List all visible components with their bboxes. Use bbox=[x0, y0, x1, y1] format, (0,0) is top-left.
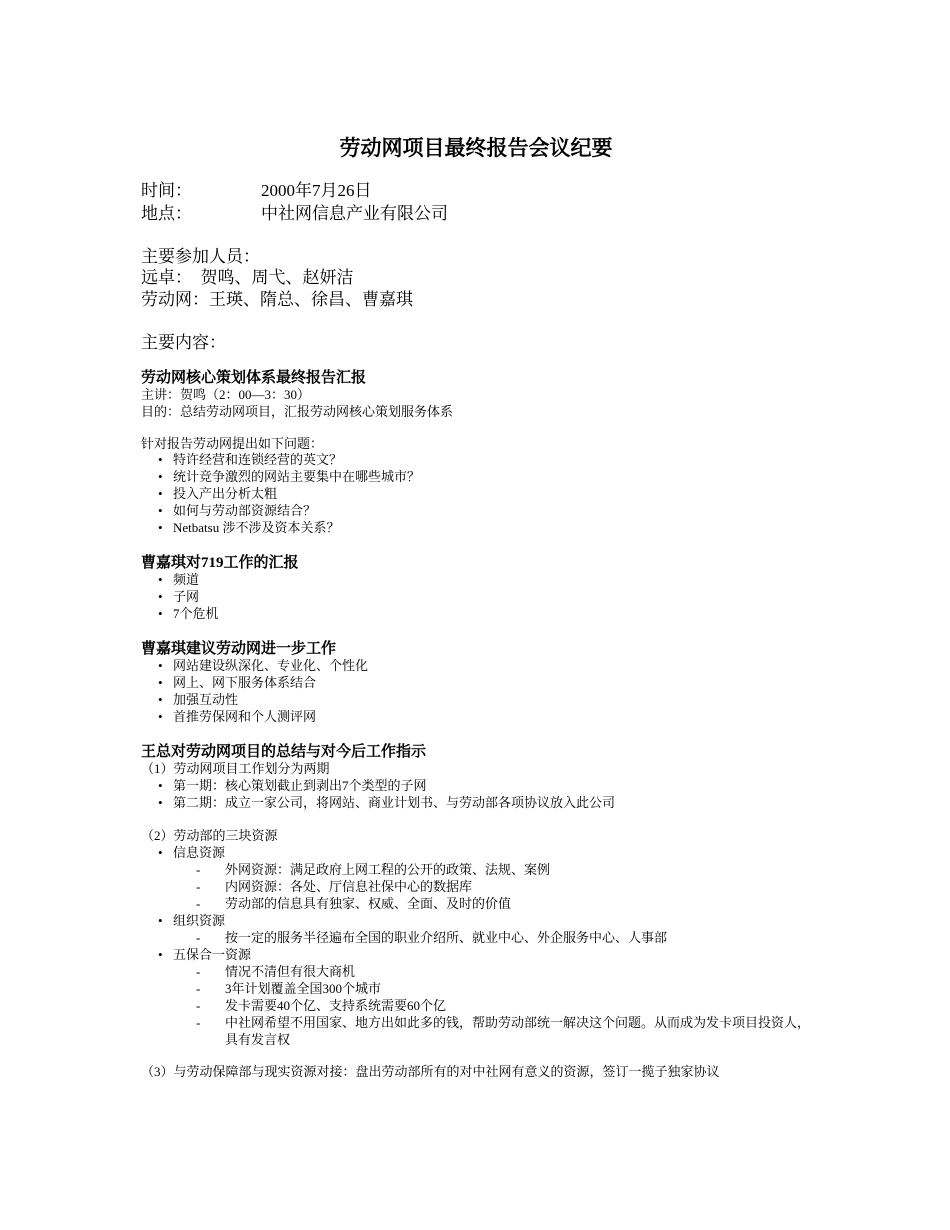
section1-title: 劳动网核心策划体系最终报告汇报 bbox=[141, 370, 367, 386]
place-label: 地点： bbox=[141, 204, 192, 223]
section1-purpose: 目的：总结劳动网项目，汇报劳动网核心策划服务体系 bbox=[141, 404, 454, 419]
list-item: - 按一定的服务半径遍布全国的职业介绍所、就业中心、外企服务中心、人事部 bbox=[196, 930, 668, 945]
list-item: • 五保合一资源 bbox=[158, 947, 252, 962]
list-item: • 子网 bbox=[158, 589, 200, 604]
meta-place bbox=[141, 203, 448, 225]
time-label: 时间： bbox=[141, 181, 192, 200]
section1-speaker: 主讲：贺鸣（2：00—3：30） bbox=[141, 387, 311, 402]
meta-time bbox=[141, 180, 372, 202]
list-item: • Netbatsu 涉不涉及资本关系？ bbox=[158, 520, 340, 535]
list-item: • 网上、网下服务体系结合 bbox=[158, 675, 317, 690]
resource-info-subs bbox=[141, 861, 831, 912]
time-value: 2000年7月26日 bbox=[261, 181, 372, 200]
section2-title: 曹嘉琪对719工作的汇报 bbox=[141, 555, 299, 571]
resource-wubao-subs bbox=[141, 963, 831, 1048]
page-title: 劳动网项目最终报告会议纪要 bbox=[339, 136, 613, 160]
list-item: • 网站建设纵深化、专业化、个性化 bbox=[158, 658, 369, 673]
place-value: 中社网信息产业有限公司 bbox=[261, 204, 448, 223]
list-item: • 首推劳保网和个人测评网 bbox=[158, 709, 317, 724]
list-item: • 投入产出分析太粗 bbox=[158, 486, 278, 501]
attendees-yuanzhuo-names: 贺鸣、周弋、赵妍洁 bbox=[200, 268, 354, 287]
section4-p1-items bbox=[141, 777, 615, 811]
list-item: • 特许经营和连锁经营的英文？ bbox=[158, 452, 343, 467]
list-item: • 第二期：成立一家公司，将网站、商业计划书、与劳动部各项协议放入此公司 bbox=[158, 795, 616, 810]
list-item: - 中社网希望不用国家、地方出如此多的钱，帮助劳动部统一解决这个问题。从而成为发卡项目投资人，具有发言权 bbox=[196, 1015, 811, 1047]
section3-title: 曹嘉琪建议劳动网进一步工作 bbox=[141, 641, 337, 657]
list-item: • 组织资源 bbox=[158, 913, 226, 928]
content-heading: 主要内容： bbox=[141, 333, 226, 352]
list-item: • 第一期：核心策划截止到剥出7个类型的子网 bbox=[158, 778, 427, 793]
attendees-laodongwang: 劳动网：王瑛、隋总、徐昌、曹嘉琪 bbox=[141, 290, 413, 309]
resource-org bbox=[141, 912, 831, 929]
list-item: - 外网资源：满足政府上网工程的公开的政策、法规、案例 bbox=[196, 862, 551, 877]
list-item: - 情况不清但有很大商机 bbox=[196, 964, 356, 979]
section4-p3: （3）与劳动保障部与现实资源对接：盘出劳动部所有的对中社网有意义的资源，签订一揽子独家协议 bbox=[141, 1064, 720, 1079]
section2-items bbox=[141, 571, 219, 622]
attendees-heading: 主要参加人员： bbox=[141, 247, 260, 266]
list-item: • 加强互动性 bbox=[158, 692, 239, 707]
list-item: - 内网资源：各处、厅信息社保中心的数据库 bbox=[196, 879, 473, 894]
section3-items bbox=[141, 657, 368, 725]
attendees-yuanzhuo bbox=[141, 267, 354, 289]
list-item: - 3年计划覆盖全国300个城市 bbox=[196, 981, 382, 996]
attendees-yuanzhuo-label: 远卓： bbox=[141, 268, 192, 287]
section4-p1: （1）劳动网项目工作划分为两期 bbox=[141, 761, 330, 776]
resource-org-subs bbox=[141, 929, 831, 946]
section4-title: 王总对劳动网项目的总结与对今后工作指示 bbox=[141, 744, 427, 760]
list-item: - 发卡需要40个亿、支持系统需要60个亿 bbox=[196, 998, 447, 1013]
list-item: • 信息资源 bbox=[158, 845, 226, 860]
list-item: - 劳动部的信息具有独家、权威、全面、及时的价值 bbox=[196, 896, 512, 911]
list-item: • 7个危机 bbox=[158, 606, 219, 621]
resources-block bbox=[141, 844, 831, 1048]
list-item: • 统计竞争激烈的网站主要集中在哪些城市？ bbox=[158, 469, 421, 484]
resource-info bbox=[141, 844, 831, 861]
resource-wubao bbox=[141, 946, 831, 963]
section1-questions-intro: 针对报告劳动网提出如下问题： bbox=[141, 436, 324, 451]
section4-p2: （2）劳动部的三块资源 bbox=[141, 828, 278, 843]
section1-questions bbox=[141, 451, 420, 536]
list-item: • 如何与劳动部资源结合？ bbox=[158, 503, 317, 518]
list-item: • 频道 bbox=[158, 572, 200, 587]
